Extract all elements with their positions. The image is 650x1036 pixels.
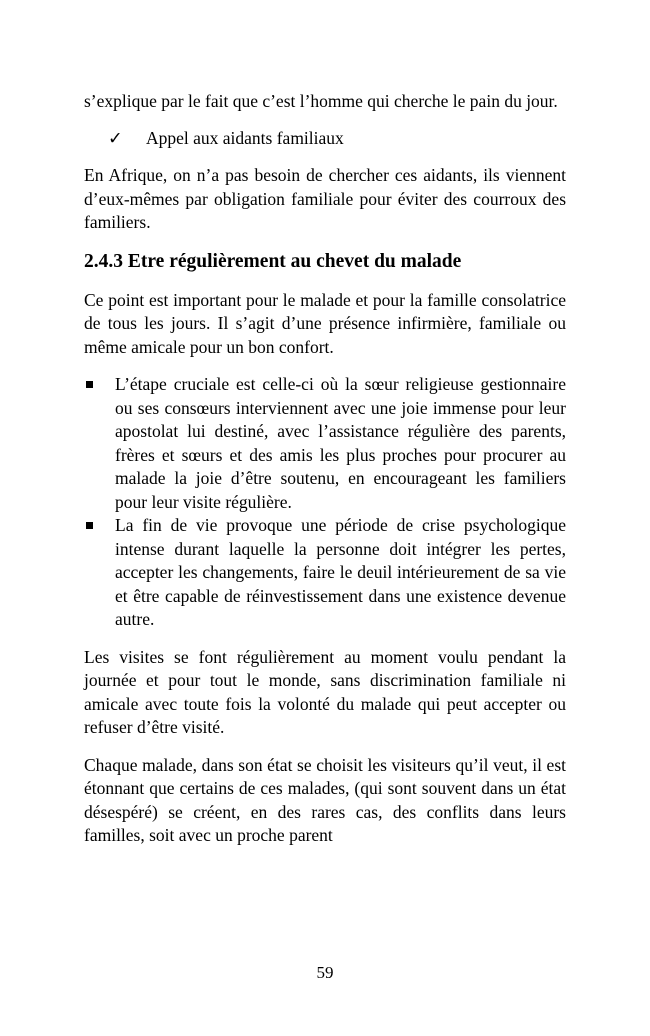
paragraph-intro: s’explique par le fait que c’est l’homme qui cherche le pain du jour.: [84, 91, 558, 111]
square-bullet-icon: [84, 373, 115, 397]
check-list-item: [84, 127, 566, 151]
page-number: 59: [316, 963, 334, 982]
page-content: [84, 90, 566, 848]
paragraph-point: Ce point est important pour le malade et pour la famille consolatrice de tous les jours. Il s’agit d’une présence infirmière, familiale ou même amicale pour un bon confort.: [84, 289, 566, 357]
paragraph-chaque: Chaque malade, dans son état se choisit les visiteurs qu’il veut, il est étonnant que certains de ces malades, (qui sont souvent dans un état désespéré) se créent, en des rares cas, des conflits dans leurs familles, soit avec un proche parent: [84, 754, 566, 845]
list-item: [84, 373, 566, 514]
square-bullet-icon: [84, 514, 115, 538]
list-item-text: L’étape cruciale est celle-ci où la sœur religieuse gestionnaire ou ses consœurs interviennent avec une joie immense pour leur apostolat lui destiné, avec l’assistance régulière des parents, frères et sœurs et des amis les plus proches pour procurer au malade la joie d’être soutenu, en encourageant les familiers pour leur visite régulière.: [115, 374, 566, 512]
check-icon: ✓: [108, 127, 123, 148]
section-heading: 2.4.3 Etre régulièrement au chevet du malade: [84, 250, 462, 272]
list-item-text: La fin de vie provoque une période de crise psychologique intense durant laquelle la personne doit intégrer les pertes, accepter les changements, faire le deuil intérieurement de sa vie et être capable de réinvestissement dans une existence devenue autre.: [115, 515, 566, 629]
paragraph-visites: Les visites se font régulièrement au moment voulu pendant la journée et pour tout le monde, sans discrimination familiale ni amicale avec toute fois la volonté du malade qui peut accepter ou refuser d’être visité.: [84, 646, 566, 737]
paragraph-afrique: En Afrique, on n’a pas besoin de chercher ces aidants, ils viennent d’eux-mêmes par obligation familiale pour éviter des courroux des familiers.: [84, 165, 566, 232]
check-list-item-label: Appel aux aidants familiaux: [146, 127, 344, 148]
list-item: [84, 514, 566, 632]
bullet-list: [84, 373, 566, 632]
